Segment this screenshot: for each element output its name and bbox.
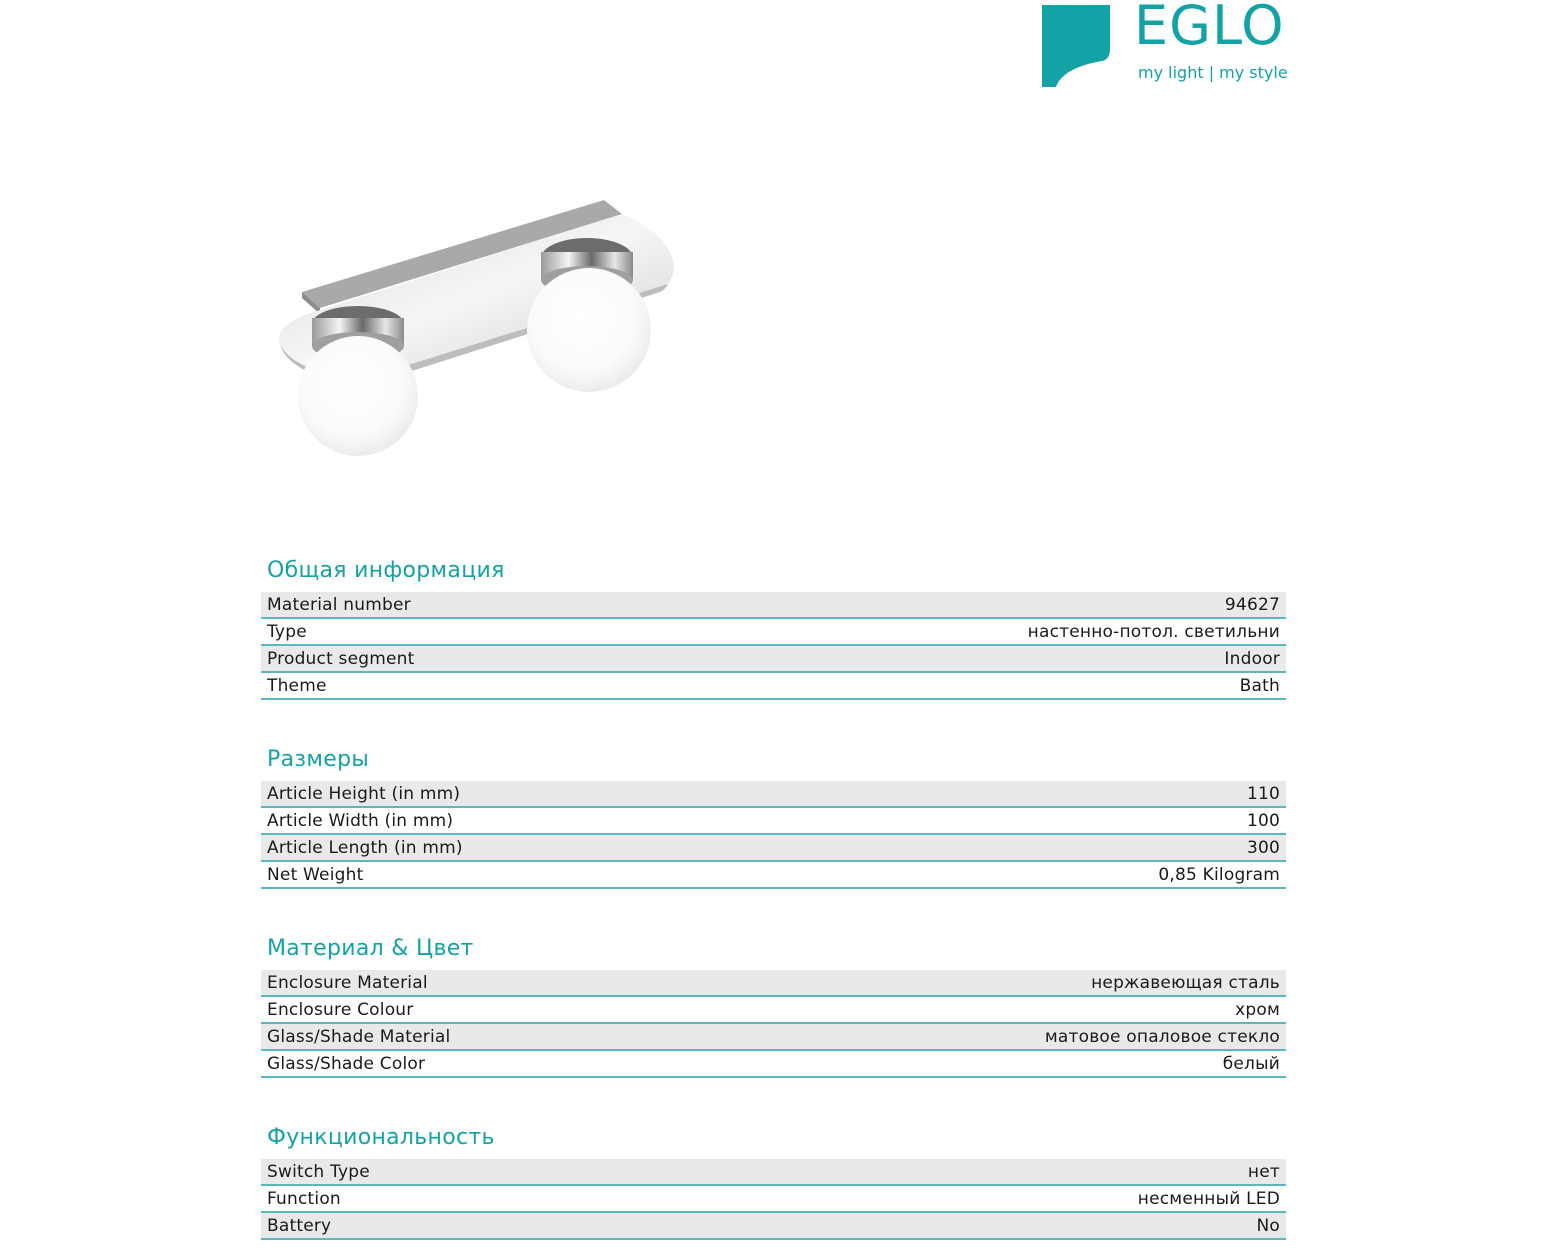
row-label: Switch Type bbox=[267, 1161, 370, 1182]
row-value: нержавеющая сталь bbox=[1091, 972, 1280, 993]
table-row bbox=[261, 781, 1286, 808]
table-row bbox=[261, 997, 1286, 1024]
table-row bbox=[261, 646, 1286, 673]
section-title: Общая информация bbox=[267, 558, 505, 583]
section-title: Материал & Цвет bbox=[267, 936, 474, 961]
table-row bbox=[261, 619, 1286, 646]
section-material-colour bbox=[261, 934, 1286, 1078]
section-general-info bbox=[261, 556, 1286, 700]
brand-logo bbox=[1042, 0, 1292, 87]
table-row bbox=[261, 673, 1286, 700]
row-label: Glass/Shade Color bbox=[267, 1053, 426, 1074]
row-label: Theme bbox=[267, 675, 327, 696]
row-label: Article Length (in mm) bbox=[267, 837, 463, 858]
row-value: Bath bbox=[1239, 675, 1280, 696]
row-value: No bbox=[1256, 1215, 1280, 1236]
table-row bbox=[261, 862, 1286, 889]
row-label: Enclosure Material bbox=[267, 972, 428, 993]
row-value: 100 bbox=[1246, 810, 1280, 831]
row-label: Function bbox=[267, 1188, 341, 1209]
row-label: Glass/Shade Material bbox=[267, 1026, 451, 1047]
table-row bbox=[261, 808, 1286, 835]
table-row bbox=[261, 970, 1286, 997]
row-value: нет bbox=[1247, 1161, 1280, 1182]
row-value: несменный LED bbox=[1137, 1188, 1280, 1209]
row-value: Indoor bbox=[1224, 648, 1280, 669]
table-row bbox=[261, 1213, 1286, 1240]
ceiling-lamp-two-globes-image bbox=[272, 192, 692, 467]
brand-name: EGLO bbox=[1134, 0, 1285, 57]
row-value: белый bbox=[1222, 1053, 1280, 1074]
row-label: Article Height (in mm) bbox=[267, 783, 461, 804]
table-row bbox=[261, 835, 1286, 862]
row-value: матовое опаловое стекло bbox=[1044, 1026, 1280, 1047]
section-dimensions bbox=[261, 745, 1286, 889]
section-title: Размеры bbox=[267, 747, 370, 772]
section-title: Функциональность bbox=[267, 1125, 495, 1150]
brand-tagline: my light | my style bbox=[1138, 63, 1288, 82]
row-label: Type bbox=[267, 621, 307, 642]
row-value: настенно-потол. светильни bbox=[1027, 621, 1280, 642]
eglo-logo-icon bbox=[1042, 5, 1124, 87]
row-label: Enclosure Colour bbox=[267, 999, 414, 1020]
row-label: Battery bbox=[267, 1215, 332, 1236]
table-row bbox=[261, 1186, 1286, 1213]
row-value: 94627 bbox=[1224, 594, 1280, 615]
row-label: Article Width (in mm) bbox=[267, 810, 454, 831]
row-label: Material number bbox=[267, 594, 411, 615]
row-value: хром bbox=[1235, 999, 1280, 1020]
table-row bbox=[261, 1051, 1286, 1078]
row-value: 110 bbox=[1246, 783, 1280, 804]
row-label: Net Weight bbox=[267, 864, 364, 885]
section-functionality bbox=[261, 1123, 1286, 1240]
table-row bbox=[261, 1024, 1286, 1051]
table-row bbox=[261, 1159, 1286, 1186]
table-row bbox=[261, 592, 1286, 619]
row-label: Product segment bbox=[267, 648, 415, 669]
row-value: 0,85 Kilogram bbox=[1158, 864, 1280, 885]
row-value: 300 bbox=[1246, 837, 1280, 858]
